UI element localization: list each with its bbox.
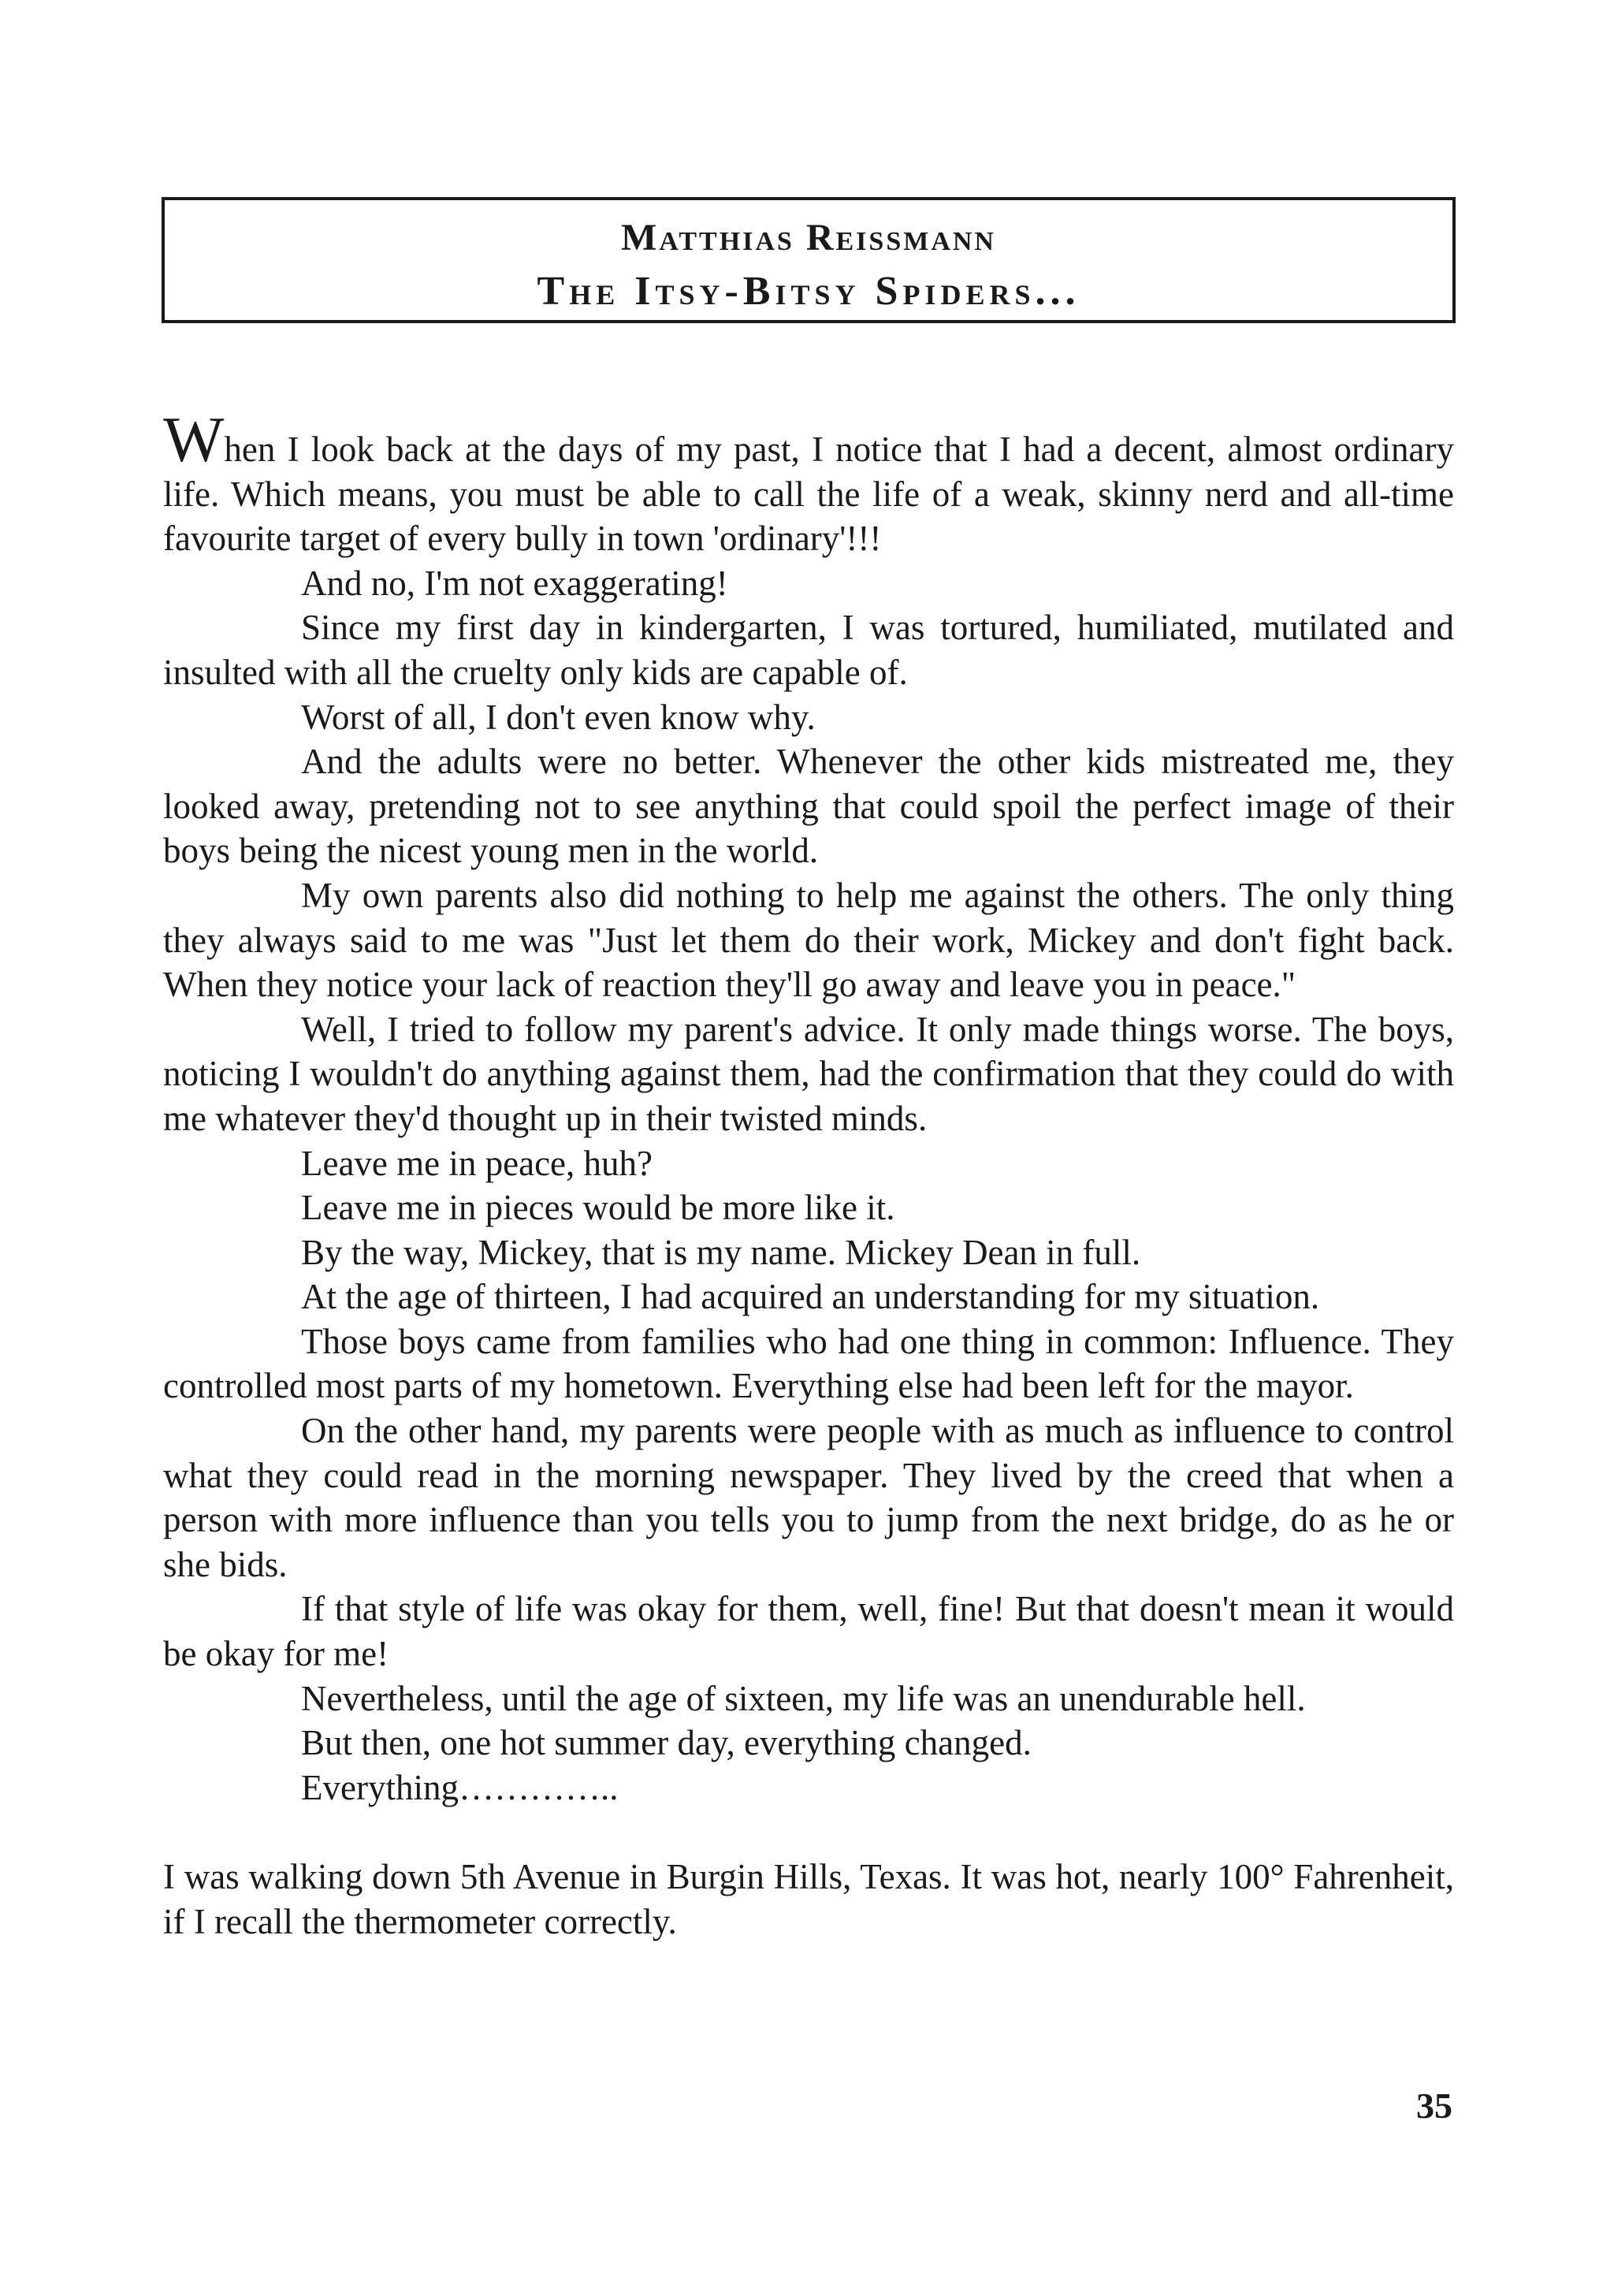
paragraph-15: Nevertheless, until the age of sixteen, my life was an unendurable hell. (301, 1678, 1306, 1718)
author-name: Matthias Reissmann (621, 217, 996, 259)
paragraph-3: Since my first day in kindergarten, I was tortured, humiliated, mutilated and insulted with all the cruelty only kids are capable of. (163, 608, 1454, 692)
paragraph-14: If that style of life was okay for them, well, fine! But that doesn't mean it would be okay for me! (163, 1589, 1454, 1674)
paragraph-11: At the age of thirteen, I had acquired an understanding for my situation. (301, 1277, 1320, 1317)
paragraph-4: Worst of all, I don't even know why. (301, 697, 816, 737)
story-title: The Itsy-Bitsy Spiders... (537, 269, 1080, 314)
paragraph-2: And no, I'm not exaggerating! (301, 563, 728, 603)
paragraph-17: Everything………….. (301, 1767, 619, 1807)
paragraph-7: Well, I tried to follow my parent's advice. It only made things worse. The boys, noticing I wouldn't do anything against them, had the confirmation that they could do with me whatever they'd thought up in their twisted minds. (163, 1009, 1454, 1138)
title-box (162, 197, 1456, 323)
paragraph-8: Leave me in peace, huh? (301, 1143, 653, 1183)
story-body (163, 404, 1454, 1944)
paragraph-13: On the other hand, my parents were people with as much as influence to control what they could read in the morning newspaper. They lived by the creed that when a person with more influence than you tells you to jump from the next bridge, do as he or she bids. (163, 1411, 1454, 1584)
paragraph-18: I was walking down 5th Avenue in Burgin Hills, Texas. It was hot, nearly 100° Fahrenheit, if I recall the thermometer correctly. (163, 1857, 1454, 1941)
paragraph-1 (163, 404, 1454, 561)
drop-cap: W (163, 404, 225, 475)
paragraph-5: And the adults were no better. Whenever the other kids mistreated me, they looked away, pretending not to see anything that could spoil the perfect image of their boys being the nicest young men in the world. (163, 742, 1454, 871)
paragraph-9: Leave me in pieces would be more like it. (301, 1188, 895, 1228)
page-number: 35 (1416, 2086, 1452, 2126)
paragraph-1-text: hen I look back at the days of my past, I notice that I had a decent, almost ordinary life. Which means, you must be able to call the life of a weak, skinny nerd and all-time favourite target of every bully in town 'ordinary'!!! (163, 430, 1454, 559)
paragraph-12: Those boys came from families who had one thing in common: Influence. They controlled most parts of my hometown. Everything else had been left for the mayor. (163, 1321, 1454, 1406)
paragraph-6: My own parents also did nothing to help me against the others. The only thing they always said to me was "Just let them do their work, Mickey and don't fight back. When they notice your lack of reaction they'll go away and leave you in peace." (163, 875, 1454, 1005)
paragraph-16: But then, one hot summer day, everything changed. (301, 1723, 1032, 1763)
paragraph-10: By the way, Mickey, that is my name. Mickey Dean in full. (301, 1232, 1141, 1272)
